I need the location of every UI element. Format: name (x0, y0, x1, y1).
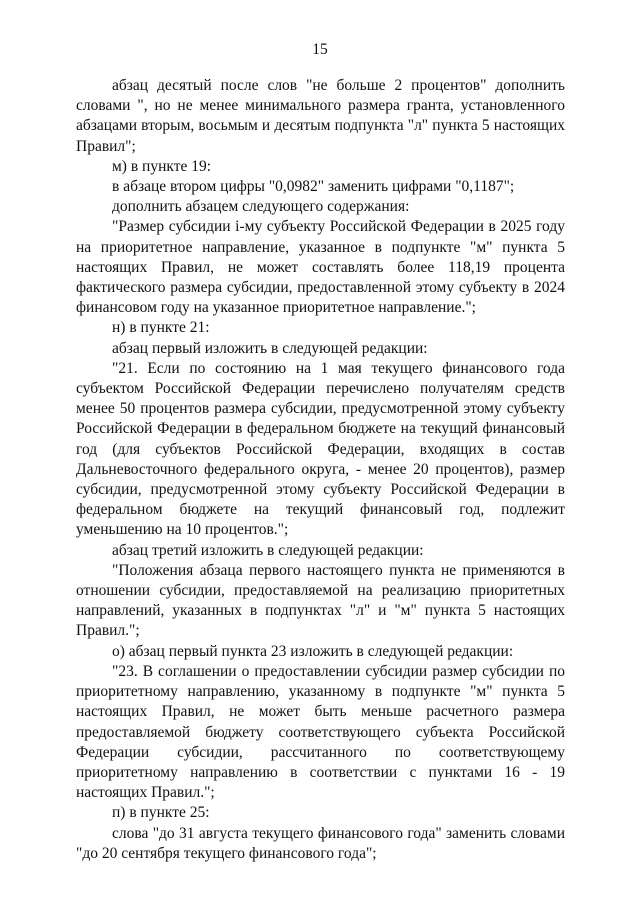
paragraph: "23. В соглашении о предоставлении субсидии размер субсидии по приоритетному направлению, указанному в подпункте "м" пункта 5 настоящих Правил, не может быть меньше расчетного размера предоставляемой бюджету соответствующего субъекта Российской Федерации субсидии, рассчитанного по соответствующему приоритетному направлению в соответствии с пунктами 16 - 19 настоящих Правил."; (76, 662, 565, 802)
paragraph: о) абзац первый пункта 23 изложить в следующей редакции: (112, 642, 514, 660)
paragraph: п) в пункте 25: (112, 804, 210, 822)
paragraph: н) в пункте 21: (112, 319, 210, 337)
paragraph: "21. Если по состоянию на 1 мая текущего финансового года субъектом Российской Федерации перечислено получателям средств менее 50 процентов размера субсидии, предусмотренной этому субъекту Российской Федерации в федеральном бюджете на текущий финансовый год (для субъектов Российской Федерации, входящих в состав Дальневосточного федерального округа, - менее 20 процентов), размер субсидии, предусмотренной этому субъекту Российской Федерации в федеральном бюджете на текущий финансовый год, подлежит уменьшению на 10 процентов."; (76, 359, 565, 539)
paragraph: слова "до 31 августа текущего финансового года" заменить словами "до 20 сентября текущего финансового года"; (76, 824, 565, 862)
paragraph: м) в пункте 19: (112, 157, 212, 175)
paragraph: абзац десятый после слов "не больше 2 процентов" дополнить словами ", но не менее минимального размера гранта, установленного абзацами вторым, восьмым и десятым подпункта "л" пункта 5 настоящих Правил"; (76, 77, 565, 155)
paragraph: дополнить абзацем следующего содержания: (112, 198, 410, 216)
paragraph: "Размер субсидии i-му субъекту Российской Федерации в 2025 году на приоритетное направление, указанное в подпункте "м" пункта 5 настоящих Правил, не может составлять более 118,19 процента фактического размера субсидии, предоставленной этому субъекту в 2024 финансовом году на указанное приоритетное направление."; (76, 218, 565, 317)
page-number: 15 (312, 41, 328, 58)
paragraph: в абзаце втором цифры "0,0982" заменить цифрами "0,1187"; (112, 178, 515, 196)
document-body (76, 76, 565, 864)
paragraph: "Положения абзаца первого настоящего пункта не применяются в отношении субсидии, предоставляемой на реализацию приоритетных направлений, указанных в подпунктах "л" и "м" пункта 5 настоящих Правил."; (76, 561, 565, 640)
paragraph: абзац первый изложить в следующей редакции: (112, 339, 428, 357)
paragraph: абзац третий изложить в следующей редакции: (112, 541, 424, 559)
